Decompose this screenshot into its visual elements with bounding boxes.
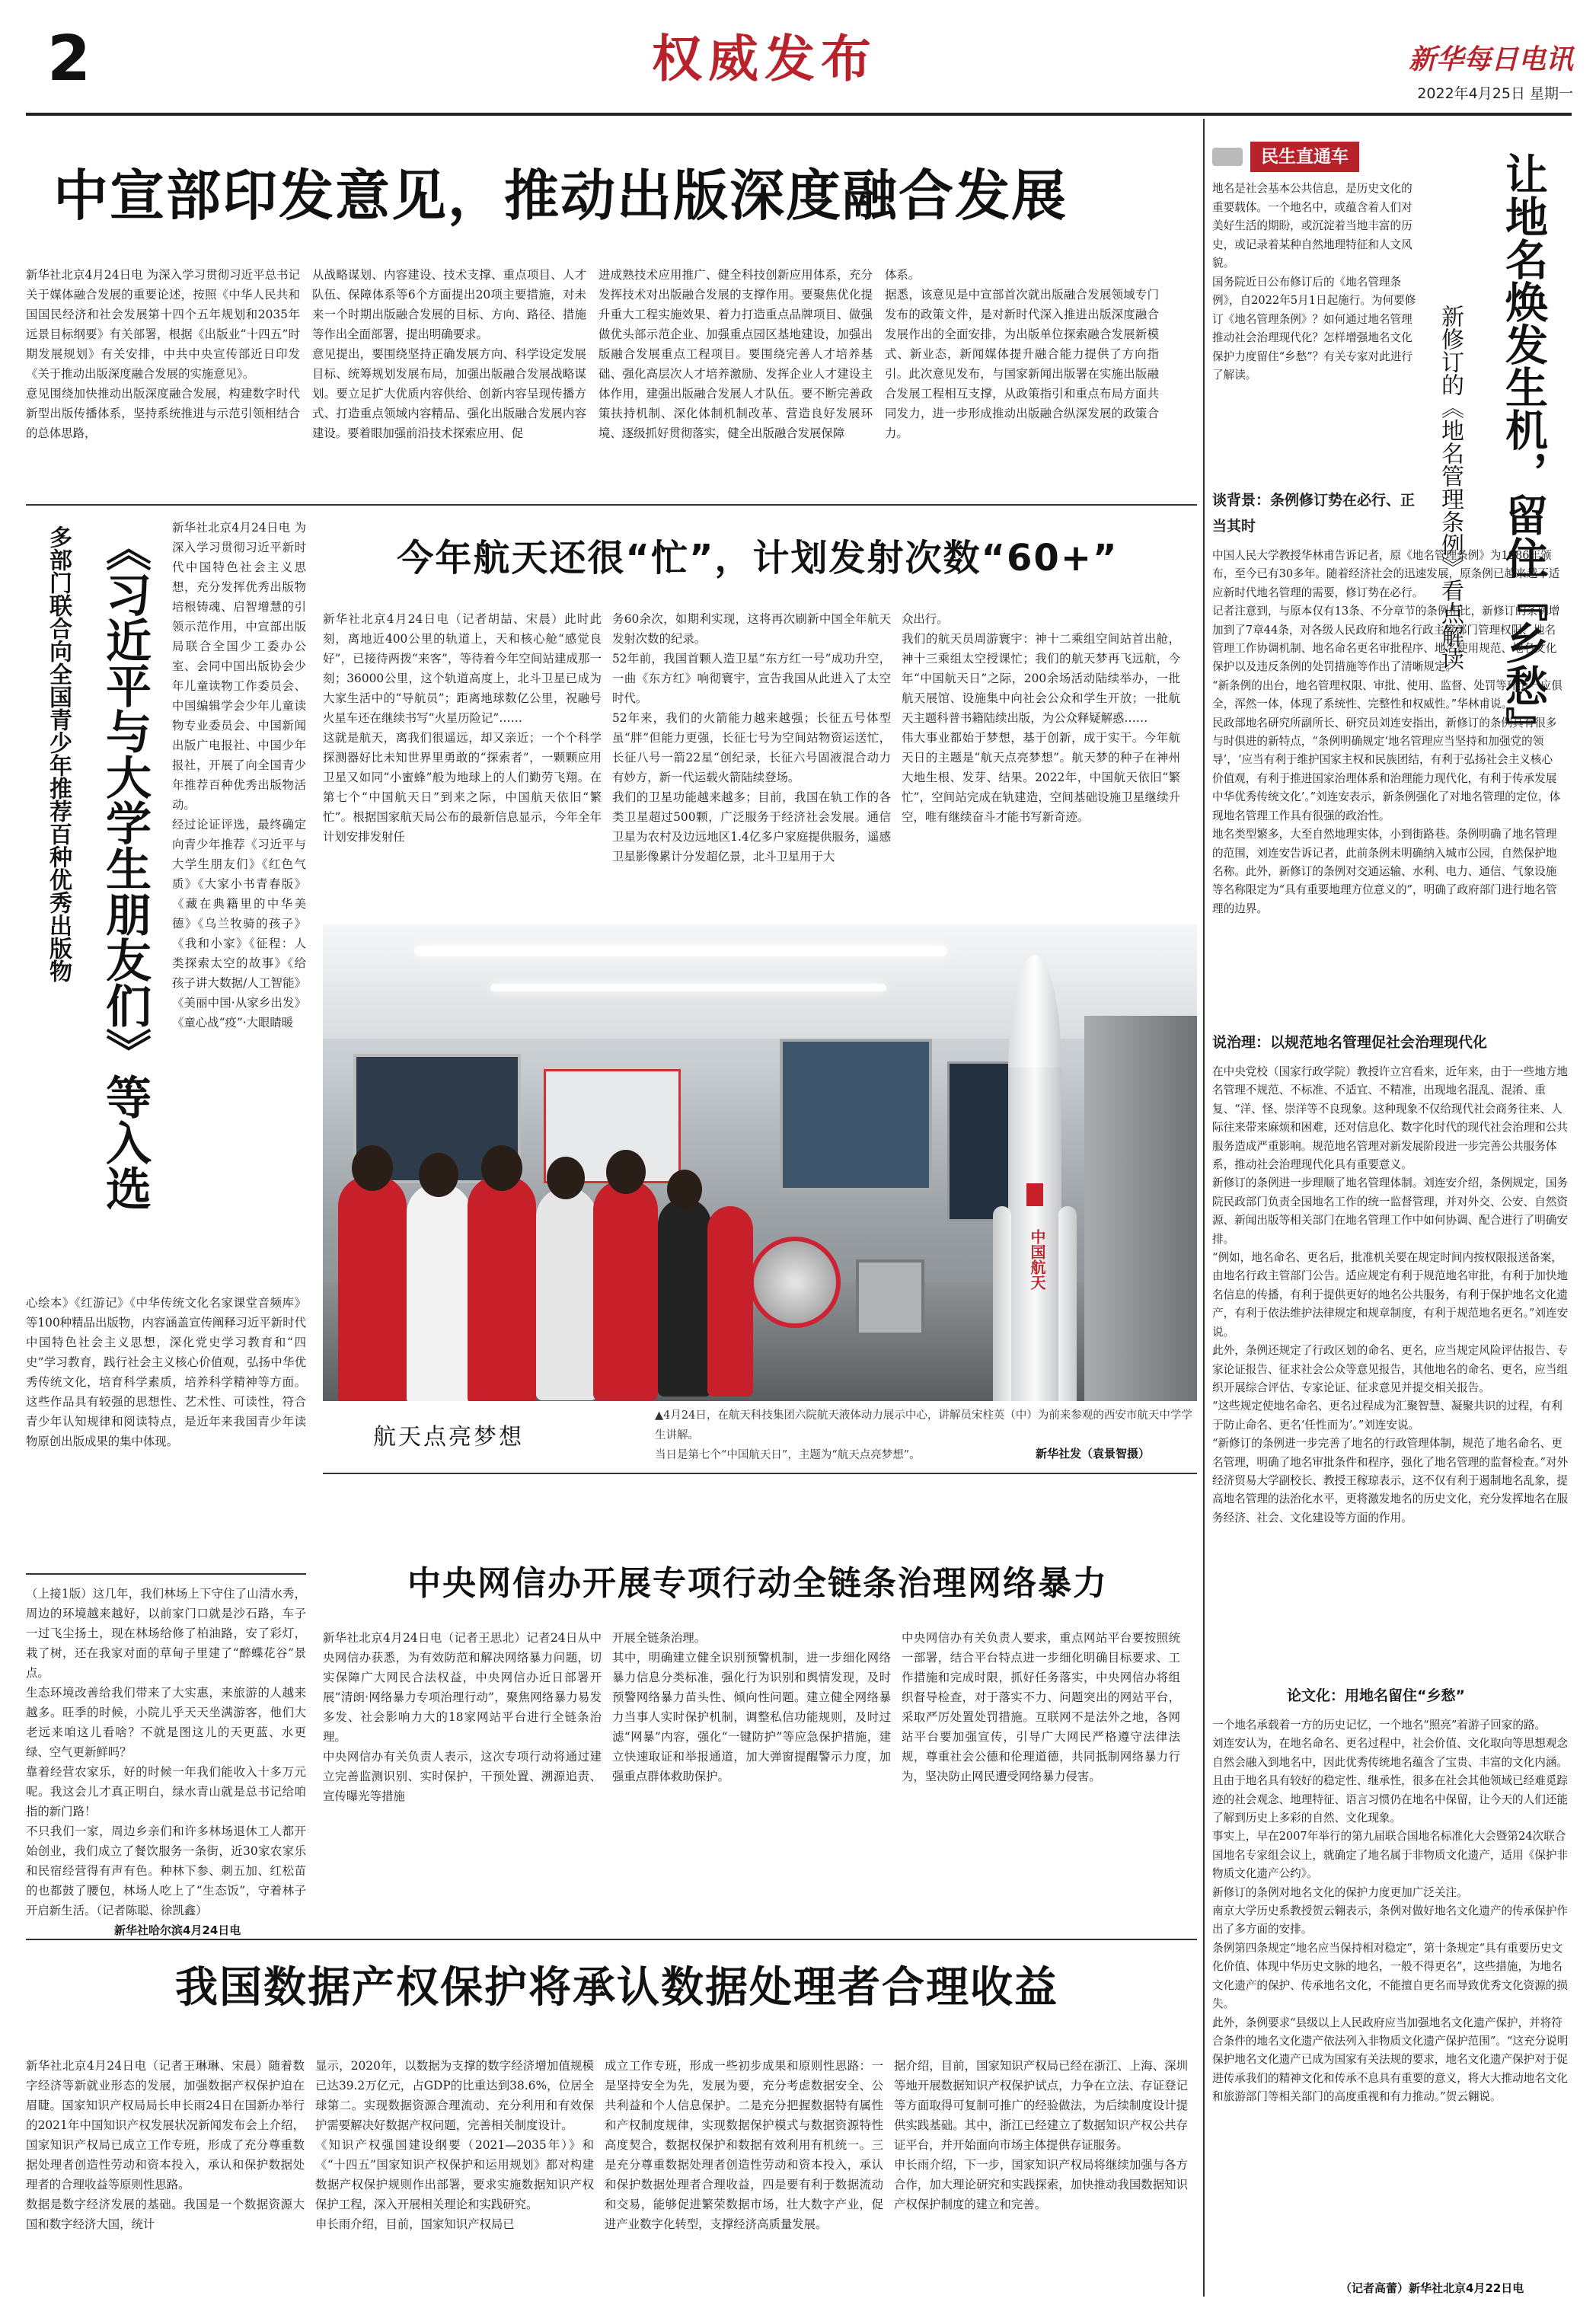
right-badge xyxy=(1212,142,1418,172)
student-head xyxy=(606,1150,646,1194)
right-s1 xyxy=(1212,547,1562,1026)
art5-col1 xyxy=(323,1628,602,1928)
art5-col3 xyxy=(902,1628,1180,1928)
right-s3-text: 一个地名承载着一方的历史记忆，一个地名“照亮”着游子回家的路。 刘连安认为，在地名命名、更名过程中，社会价值、文化取向等思想观念自然会融入到地名中，因此优秀传统地名蕴含了宝贵、丰富的文化内涵。且由于地名具有较好的稳定性、继承性，很多在社会其他领域已经难觅踪迹的社会观念、地理特征、语言习惯仍在地名中保留，让今天的人们还能了解到历史上多彩的自然、文化现象。 事实上，早在2007年举行的第九届联合国地名标准化大会暨第24次联合国地名专家组会议上，就确定了地名属于非物质文化遗产，适用《保护非物质文化遗产公约》。 新修订的条例对地名文化的保护力度更加广泛关注。 南京大学历史系教授贺云翱表示，条例对做好地名文化遗产的传承保护作出了多方面的安排。 条例第四条规定“地名应当保持相对稳定”，第十条规定“具有重要历史文化价值、体现中华历史文脉的地名，一般不得更名”，这些措施，为地名文化遗产的保护、传承地名文化，不能擅自更名而导致优秀文化资源的损失。 此外，条例要求“县级以上人民政府应当加强地名文化遗产保护，并将符合条件的地名文化遗产依法列入非物质文化遗产保护范围”。“这充分说明保护地名文化遗产已成为国家有关法规的要求，地名文化遗产保护对于促进传承我们的精神文化和传承不息具有重要的意义，将大大推动地名文化和旅游部门等相关部门的高度重视和有力推动。”贺云翱说。 xyxy=(1212,1719,1569,2104)
right-s3 xyxy=(1212,1716,1570,2277)
photo-credit: 新华社发（袁景智摄） xyxy=(1036,1447,1151,1460)
student-figure xyxy=(658,1199,711,1397)
engine-model xyxy=(856,1259,924,1336)
right-subheadline: 新修订的《地名管理条例》看点解读 xyxy=(1437,305,1464,670)
art5-col1-text: 新华社北京4月24日电（记者王思北）记者24日从中央网信办获悉，为有效防范和解决网络暴力问题，切实保障广大网民合法权益，中央网信办近日部署开展“清朗·网络暴力专项治理行动”，聚焦网络暴力易发多发、社会影响力大的18家网站平台进行全链条治理。 中央网信办有关负责人表示，这次专项行动将通过建立完善监测识别、实时保护，干预处置、溯源追责、宣传曝光等措施 xyxy=(323,1631,602,1803)
right-s1-text: 中国人民大学教授华林甫告诉记者，原《地名管理条例》为1986年颁布，至今已有30多年。随着经济社会的迅速发展，原条例已越来越不适应新时代地名管理的需要，修订势在必行。 记者注意到，与原本仅有13条、不分章节的条例相比，新修订的条例增加到了7章44条，对各级人民政府和地名行政主管部门管理权限、地名管理工作协调机制、地名命名更名审批程序、地名使用规范、地名文化保护以及违反条例的处罚措施等作出了清晰规定。 “新条例的出台，地名管理权限、审批、使用、监督、处罚等环节一应俱全，浑然一体，体现了系统性、完整性和权威性。”华林甫说。 民政部地名研究所副所长、研究员刘连安指出，新修订的条例具有很多与时俱进的新特点，“条例明确规定‘地名管理应当坚持和加强党的领导’，‘应当有利于维护国家主权和民族团结，有利于弘扬社会主义核心价值观，有利于推进国家治理体系和治理能力现代化，有利于传承发展中华优秀传统文化’。”刘连安表示，新条例强化了对地名管理的定位，体现地名管理工作具有很强的政治性。 地名类型繁多，大至自然地理实体，小到街路巷。条例明确了地名管理的范围，刘连安告诉记者，此前条例未明确纳入城市公园，自然保护地名称。此外，新修订的条例对交通运输、水利、电力、通信、气象设施等名称限定为“具有重要地理方位意义的”，明确了政府部门进行地名管理的边界。 xyxy=(1212,549,1562,915)
right-s2-head: 说治理：以规范地名管理促社会治理现代化 xyxy=(1212,1034,1488,1051)
art5-col3-text: 中央网信办有关负责人要求，重点网站平台要按照统一部署，结合平台特点进一步细化明确目标要求、工作措施和完成时限，抓好任务落实，中央网信办将组织督导检查，对于落实不力、问题突出的网站平台，采取严厉处置处罚措施。互联网不是法外之地，各网站平台要加强宣传，引导广大网民严格遵守法律法规，尊重社会公德和伦理道德，共同抵制网络暴力行为，坚决防止网民遭受网络暴力侵害。 xyxy=(902,1631,1180,1783)
right-main-headline: 让地名焕发生机，留住『乡愁』 xyxy=(1499,152,1548,749)
art5-col2 xyxy=(612,1628,891,1928)
art2-headline: 《习近平与大学生朋友们》等入选 xyxy=(98,525,152,1211)
art2-rule xyxy=(26,1573,306,1575)
exhibit-screen xyxy=(780,1039,932,1191)
art3-col3 xyxy=(902,609,1180,921)
page-number: 2 xyxy=(47,23,91,95)
art1-col3-text: 进成熟技术应用推广、健全科技创新应用体系，充分发挥技术对出版融合发展的支撑作用。要聚焦优化提升重大工程实施效果、着力打造重点品牌项目、做强做优头部示范企业、加强重点园区基地建设，加强出版融合发展重点工程项目。要围绕完善人才培养基础、强化高层次人才培养激励、发挥企业人才建设主体作用，建强出版融合发展人才队伍。要不断完善政策扶持机制、深化体制机制改革、营造良好发展环境、逐级抓好贯彻落实，健全出版融合发展保障 xyxy=(598,268,873,440)
art6-col2-text: 显示，2020年，以数据为支撑的数字经济增加值规模已达39.2万亿元，占GDP的比重达到38.6%，位居全球第二。实现数据资源合理流动、充分利用和有效保护需要解决好数据产权问题，完善相关制度设计。 《知识产权强国建设纲要（2021—2035年）》和《“十四五”国家知识产权保护和运用规划》都对构建数据产权保护规则作出部署，要求实施数据知识产权保护工程，深入开展相关理论和实践研究。 申长雨介绍，目前，国家知识产权局已 xyxy=(315,2059,594,2231)
student-head xyxy=(352,1145,393,1191)
badge-label: 民生直通车 xyxy=(1250,142,1359,172)
rocket-booster xyxy=(1058,1206,1077,1401)
section-title: 权威发布 xyxy=(652,30,877,88)
art3-col3-text: 众出行。 我们的航天员周游寰宇：神十二乘组空间站首出舱，神十三乘组太空授课忙；我们的航天梦再飞远航，今年“中国航天日”之际，200余场活动陆续举办，一批航天展馆、设施集中向社会公众和学生开放；一批航天主题科普书籍陆续出版，为公众释疑解惑…… 伟大事业都始于梦想，基于创新，成于实干。今年航天日的主题是“航天点亮梦想”。航天梦的种子在神州大地生根、发芽、结果。2022年，中国航天依旧“繁忙”，空间站完成在轨建造，空间基础设施卫星继续升空，唯有继续奋斗才能书写新奇迹。 xyxy=(902,612,1180,824)
rocket-flag xyxy=(1026,1183,1043,1206)
paper-logo: 新华每日电讯 xyxy=(1408,43,1573,75)
art6-col3-text: 成立工作专班，形成一些初步成果和原则性思路：一是坚持安全为先，发展为要，充分考虑数据安全、公共利益和个人信息保护。二是充分把握数据特有属性和产权制度规律，实现数据保护模式与数据资源特性高度契合，数据权保护和数据有效利用有机统一。三是充分尊重数据处理者创造性劳动和资本投入，承认和保护数据处理者合理收益，四是要有利于数据流动和交易，能够促进繁荣数据市场，壮大数字产业，促进产业数字化转型，支撑经济高质量发展。 xyxy=(605,2059,883,2231)
photo-rule xyxy=(323,1473,1197,1474)
truck-icon xyxy=(1212,148,1243,166)
art3-col1-text: 新华社北京4月24日电（记者胡喆、宋晨）此时此刻，离地近400公里的轨道上，天和核心舱“感觉良好”，已接待两拨“来客”，等待着今年空间站建成那一刻；36000公里，这个轨道高度上，北斗卫星已成为大家生活中的“导航员”；距离地球数亿公里，祝融号火星车还在继续书写“火星历险记”…… 这就是航天，离我们很遥远，却又亲近；一个个科学探测器好比未知世界里勇敢的“探索者”，一颗颗应用卫星又如同“小蜜蜂”般为地球上的人们勤劳飞翔。在第七个“中国航天日”到来之际，中国航天依旧“繁忙”。根据国家航天局公布的最新信息显示，今年全年计划安排发射任 xyxy=(323,612,602,844)
rocket-booster xyxy=(993,1206,1011,1401)
student-head xyxy=(547,1157,585,1199)
student-head xyxy=(667,1170,702,1209)
rocket-model xyxy=(993,955,1077,1401)
right-intro xyxy=(1212,180,1418,478)
art6-col2 xyxy=(315,2056,594,2292)
masthead-rule xyxy=(26,113,1572,116)
right-s2-text: 在中央党校（国家行政学院）教授许立宫看来，近年来，由于一些地方地名管理不规范、不标准、不适宜、不精准，出现地名混乱、混淆、重复、“洋、怪、崇洋等不良现象。这种现象不仅给现代社会商务往来、人际往来带来麻烦和困难，还对信息化、数字化时代的现代社会治理和公共服务造成严重影响。规范地名管理对新发展阶段进一步完善公共服务体系，推动社会治理现代化具有重要意义。 新修订的条例进一步理顺了地名管理体制。刘连安介绍，条例规定，国务院民政部门负责全国地名工作的统一监督管理，并对外交、公安、自然资源、新闻出版等相关部门在地名管理工作中如何协调、配合进行了明确安排。 “例如，地名命名、更名后，批准机关要在规定时间内按权限报送备案，由地名行政主管部门公告。适应规定有利于规范地名审批，有利于加快地名信息的传播，有利于提供更好的地名公共服务，有利于保护地名文化遗产，有利于依法维护法律规定和规章制度，有利于规范地名更名。”刘连安说。 此外，条例还规定了行政区划的命名、更名，应当规定风险评估报告、专家论证报告、征求社会公众等意见报告，其他地名的命名、更名，应当组织开展综合评估、专家论证、征求意见并提交相关报告。 “这些规定使地名命名、更名过程成为汇聚智慧、凝聚共识的过程，有利于防止命名、更名‘任性而为’。”刘连安说。 “新修订的条例进一步完善了地名的行政管理体制，规范了地名命名、更名管理，明确了地名审批条件和程序，强化了地名管理的监督检查。”对外经济贸易大学副校长、教授王稼琼表示，这不仅有利于遏制地名乱象，提高地名管理的法治化水平，更将激发地名的历史文化，充分发挥地名在服务经济、社会、文化建设等方面的作用。 xyxy=(1212,1065,1569,1524)
headline-cyber: 中央网信办开展专项行动全链条治理网络暴力 xyxy=(407,1564,1108,1603)
art4-body xyxy=(26,1584,306,1919)
masthead xyxy=(0,0,1596,119)
art2-narrow xyxy=(172,518,306,1288)
photo-overlay-title: 航天点亮梦想 xyxy=(373,1424,524,1451)
engine-model xyxy=(749,1237,841,1328)
art5-col2-text: 开展全链条治理。 其中，明确建立健全识别预警机制，进一步细化网络暴力信息分类标准，强化行为识别和舆情发现，及时预警网络暴力苗头性、倾向性问题。建立健全网络暴力当事人实时保护机制，调整私信功能规则，及时过滤“网暴”内容，强化“一键防护”等应急保护措施，建立快速取证和举报通道，加大弹窗提醒警示力度，加强重点群体救助保护。 xyxy=(612,1631,891,1783)
art1-col3 xyxy=(598,265,873,501)
right-s2 xyxy=(1212,1063,1570,1680)
right-column-divider xyxy=(1203,119,1205,2297)
art1-col4-text: 体系。 据悉，该意见是中宣部首次就出版融合发展领域专门发布的政策文件，是对新时代深入推进出版深度融合发展作出的全面安排，为出版单位探索融合发展新模式、新业态，新闻媒体提升融合能力提供了方向指引。此次意见发布，与国家新闻出版署在实施出版融合发展工程相互支撑，从政策指引和重点布局方面共同发力，进一步形成推动出版融合纵深发展的政策合力。 xyxy=(885,268,1159,440)
student-figure xyxy=(407,1183,471,1401)
art6-col4 xyxy=(894,2056,1188,2292)
right-wall xyxy=(1084,1016,1197,1401)
light-strip xyxy=(490,984,886,991)
right-intro-text: 地名是社会基本公共信息，是历史文化的重要载体。一个地名中，或蕴含着人们对美好生活的期盼，或沉淀着当地丰富的历史，或记录着某种自然地理特征和人文风貌。 国务院近日公布修订后的《地名管理条例》，自2022年5月1日起施行。为何要修订《地名管理条例》？如何通过地名管理推动社会治理现代化？怎样增强地名文化保护力度留住“乡愁”？有关专家对此进行了解读。 xyxy=(1212,182,1416,381)
rocket-label: 中国航天 xyxy=(1028,1229,1046,1290)
headline-space: 今年航天还很“忙”，计划发射次数“60+” xyxy=(397,537,1119,579)
art2-wide xyxy=(26,1293,306,1567)
student-figure xyxy=(468,1176,536,1401)
student-figure xyxy=(593,1180,658,1400)
art6-col1-text: 新华社北京4月24日电（记者王琳琳、宋晨）随着数字经济等新就业形态的发展，加强数据产权保护迫在眉睫。国家知识产权局局长申长雨24日在国新办举行的2021年中国知识产权发展状况新闻发布会上介绍，国家知识产权局已成立工作专班，形成了充分尊重数据处理者创造性劳动和资本投入，承认和保护数据处理者的合理收益等原则性思路。 数据是数字经济发展的基础。我国是一个数据资源大国和数字经济大国，统计 xyxy=(26,2059,305,2231)
right-s1-head: 谈背景：条例修订势在必行、正当其时 xyxy=(1212,492,1416,535)
student-head xyxy=(419,1153,458,1197)
rocket-nose xyxy=(1008,955,1061,1069)
art6-col4-text: 据介绍，目前，国家知识产权局已经在浙江、上海、深圳等地开展数据知识产权保护试点，力争在立法、存证登记等方面取得可复制可推广的经验做法，为后续制度设计提供实践基础。其中，浙江已经建立了数据知识产权公共存证平台，并开始面向市场主体提供存证服务。 申长雨介绍，下一步，国家知识产权局将继续加强与各方合作，加大理论研究和实践探索，加快推动我国数据知识产权保护制度的建立和完善。 xyxy=(894,2059,1188,2211)
student-head xyxy=(481,1145,522,1191)
art5-rule xyxy=(26,1939,1197,1940)
student-figure xyxy=(707,1206,753,1397)
art2-kicker: 多部门联合向全国青少年推荐百种优秀出版物 xyxy=(45,525,72,982)
art1-col2-text: 从战略谋划、内容建设、技术支撑、重点项目、人才队伍、保障体系等6个方面提出20项主要措施，对未来一个时期出版融合发展的目标、方向、路径、措施等作出全面部署，提出明确要求。 意见提出，要围绕坚持正确发展方向、科学设定发展目标、统筹规划发展布局，加强出版融合发展战略谋划。要立足扩大优质内容供给、创新内容呈现传播方式、打造重点领域内容精品、强化出版融合发展内容建设。要着眼加强前沿技术探索应用、促 xyxy=(312,268,586,440)
headline-data: 我国数据产权保护将承认数据处理者合理收益 xyxy=(175,1963,1058,2013)
art6-col1 xyxy=(26,2056,305,2292)
art4-text: （上接1版）这几年，我们林场上下守住了山清水秀，周边的环境越来越好，以前家门口就是沙石路，车子一过飞尘扬土，现在林场给修了柏油路，安了彩灯，栽了树，还在我家对面的草甸子里建了“醉蝶花谷”景点。 生态环境改善给我们带来了大实惠，来旅游的人越来越多。旺季的时候，小院儿乎天天坐满游客，他们大老远来咱这儿看啥？不就是图这儿的天更蓝、水更绿、空气更新鲜吗？ 靠着经营农家乐，好的时候一年我们能收入十多万元呢。我这会儿才真正明白，绿水青山就是总书记给咱指的新门路！ 不只我们一家，周边乡亲们和许多林场退休工人都开始创业，我们成立了餐饮服务一条街，近30家农家乐和民宿经营得有声有色。种林下参、刺五加、红松苗的也都鼓了腰包，林场人吃上了“生态饭”，守着林子开启新生活。（记者陈聪、徐凯鑫） xyxy=(26,1587,306,1917)
art1-col1-text: 新华社北京4月24日电 为深入学习贯彻习近平总书记关于媒体融合发展的重要论述，按照《中华人民共和国国民经济和社会发展第十四个五年规划和2035年远景目标纲要》有关部署，根据《出版业“十四五”时期发展规划》有关安排，中共中央宣传部近日印发《关于推动出版深度融合发展的实施意见》。 意见围绕加快推动出版深度融合发展，构建数字时代新型出版传播体系，坚持系统推进与示范引领相结合的总体思路， xyxy=(26,268,300,440)
art1-rule xyxy=(26,504,1197,506)
right-s3-dateline: （记者高蕾）新华社北京4月22日电 xyxy=(1340,2281,1524,2295)
photo-caption-text: ▲4月24日，在航天科技集团六院航天液体动力展示中心，讲解员宋柱英（中）为前来参观的西安市航天中学学生讲解。 当日是第七个“中国航天日”，主题为“航天点亮梦想”。 xyxy=(655,1409,1192,1461)
student-figure xyxy=(536,1187,597,1400)
art6-col3 xyxy=(605,2056,883,2292)
space-museum-photo xyxy=(323,924,1197,1401)
light-strip xyxy=(414,946,947,956)
right-s3-head: 论文化：用地名留住“乡愁” xyxy=(1287,1687,1465,1704)
art2-wide-text: 心绘本》《红游记》《中华传统文化名家课堂音频库》等100种精品出版物，内容涵盖宣传阐释习近平新时代中国特色社会主义思想，深化党史学习教育和“四史”学习教育，践行社会主义核心价值观，弘扬中华优秀传统文化，培育科学素质，培养科学精神等方面。这些作品具有较强的思想性、艺术性、可读性，符合青少年认知规律和阅读特点，是近年来我国青少年读物原创出版成果的集中体现。 xyxy=(26,1296,306,1448)
headline-publishing: 中宣部印发意见，推动出版深度融合发展 xyxy=(53,164,1068,228)
art3-col2-text: 务60余次，如期利实现，这将再次刷新中国全年航天发射次数的纪录。 52年前，我国首颗人造卫星“东方红一号”成功升空，一曲《东方红》响彻寰宇，宣告我国从此进入了太空时代。 52年来，我们的火箭能力越来越强；长征五号体型虽“胖”但能力更强，长征七号为空间站物资运送忙，长征八号一箭22星“创纪录，长征六号固液混合动力有妙方，新一代运载火箭陆续登场。 我们的卫星功能越来越多；目前，我国在轨工作的各类卫星超过500颗，广泛服务于经济社会发展。通信卫星为农村及边远地区1.4亿多户家庭提供服务，遥感卫星影像累计分发超亿景，北斗卫星用于大 xyxy=(612,612,891,864)
art3-col1 xyxy=(323,609,602,921)
art1-col2 xyxy=(312,265,586,501)
art1-col1 xyxy=(26,265,300,501)
student-figure xyxy=(338,1176,407,1401)
art3-col2 xyxy=(612,609,891,921)
issue-date: 2022年4月25日 星期一 xyxy=(1417,85,1573,102)
art1-col4 xyxy=(885,265,1159,501)
art4-dateline: 新华社哈尔滨4月24日电 xyxy=(114,1923,241,1937)
art2-narrow-text: 新华社北京4月24日电 为深入学习贯彻习近平新时代中国特色社会主义思想，充分发挥优秀出版物培根铸魂、启智增慧的引领示范作用，中宣部出版局联合全国少工委办公室、会同中国出版协会少年儿童读物工作委员会、中国编辑学会少年儿童读物专业委员会、中国新闻出版广电报社、中国少年报社，开展了向全国青少年推荐百种优秀出版物活动。 经过论证评选，最终确定向青少年推荐《习近平与大学生朋友们》《红色气质》《大家小书青春版》《藏在典籍里的中华美德》《乌兰牧骑的孩子》《我和小家》《征程：人类探索太空的故事》《给孩子讲大数据/人工智能》《美丽中国·从家乡出发》《童心战“疫”·大眼睛暖 xyxy=(172,521,306,1030)
